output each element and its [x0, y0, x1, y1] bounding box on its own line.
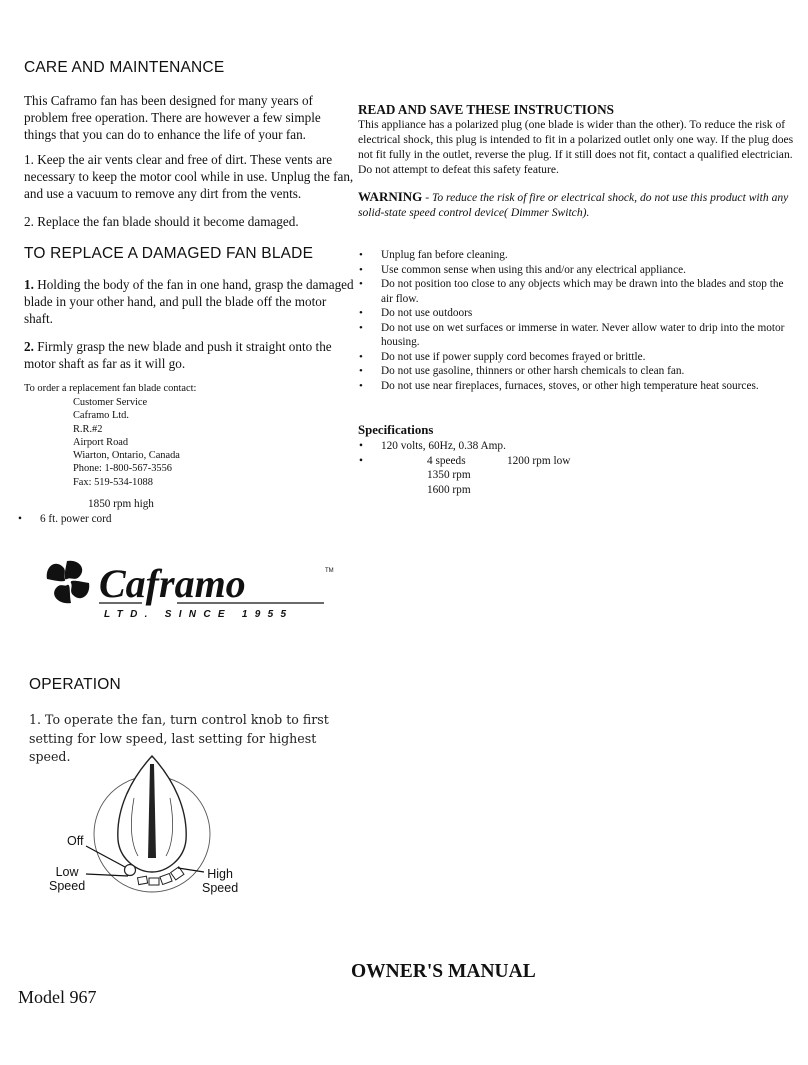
- knob-label-off: Off: [67, 834, 84, 848]
- address-line: Caframo Ltd.: [73, 410, 129, 422]
- address-line: Customer Service: [73, 397, 148, 408]
- logo-wordmark: Caframo: [99, 561, 246, 606]
- care-step-1: 1. Keep the air vents clear and free of dirt. These vents are necessary to keep the motor cool while in use. Unplug the fan, and use a vacuum to remove any dirt from the vents.: [24, 152, 354, 201]
- address-line: Wiarton, Ontario, Canada: [73, 450, 180, 462]
- address-line: R.R.#2: [73, 423, 103, 435]
- spec-rpm-3: 1600 rpm: [427, 483, 471, 496]
- spec-rpm-high: 1850 rpm high: [88, 498, 154, 510]
- caframo-logo: [42, 556, 342, 620]
- contact-address: [73, 396, 273, 488]
- operation-text: 1. To operate the fan, turn control knob to first setting for low speed, last setting for highest speed.: [29, 712, 329, 764]
- model-number: Model 967: [18, 987, 97, 1007]
- knob-label-high-speed: High Speed: [202, 867, 239, 895]
- spec-electrical: 120 volts, 60Hz, 0.38 Amp.: [381, 440, 506, 452]
- bullet-icon: •: [359, 454, 363, 467]
- list-item: • Do not use outdoors: [358, 306, 794, 321]
- list-item: • Do not use gasoline, thinners or other harsh chemicals to clean fan.: [358, 364, 794, 379]
- list-item: • Use common sense when using this and/or any electrical appliance.: [358, 263, 794, 278]
- replace-step-1: [24, 276, 356, 327]
- warning-block: [358, 189, 794, 220]
- caframo-logo-graphic: [42, 556, 342, 620]
- bullet-icon: •: [359, 440, 363, 452]
- care-heading: CARE AND MAINTENANCE: [24, 59, 225, 76]
- replace-step-2-number: 2.: [24, 339, 34, 354]
- address-line: Phone: 1-800-567-3556: [73, 463, 172, 475]
- knob-label-low-speed: Low Speed: [49, 865, 86, 893]
- replace-heading: TO REPLACE A DAMAGED FAN BLADE: [24, 245, 314, 262]
- operation-heading: OPERATION: [29, 676, 121, 693]
- spec-rpm-low: 1200 rpm low: [507, 454, 571, 467]
- list-item: • Do not position too close to any objects which may be drawn into the blades and stop the air flow.: [358, 277, 794, 306]
- owners-manual-title: OWNER'S MANUAL: [351, 961, 536, 982]
- spec-rpm-2: 1350 rpm: [427, 469, 471, 481]
- warning-label: WARNING: [358, 189, 423, 204]
- list-item: • Unplug fan before cleaning.: [358, 248, 794, 263]
- care-intro: This Caframo fan has been designed for many years of problem free operation. There are however a few simple things that you can do to enhance the life of your fan.: [24, 93, 321, 142]
- warning-text: - To reduce the risk of fire or electrical shock, do not use this product with any solid-state speed control device( Dimmer Switch).: [358, 191, 789, 219]
- specs-block: [358, 439, 658, 497]
- address-line: Airport Road: [73, 436, 129, 448]
- care-step-2: 2. Replace the fan blade should it become damaged.: [24, 214, 299, 229]
- replace-step-1-number: 1.: [24, 277, 34, 292]
- order-label: To order a replacement fan blade contact:: [24, 383, 197, 394]
- bullet-icon: •: [18, 513, 22, 525]
- list-item: • Do not use near fireplaces, furnaces, stoves, or other high temperature heat sources.: [358, 379, 794, 394]
- replace-step-2-text: Firmly grasp the new blade and push it straight onto the motor shaft as far as it will go.: [24, 339, 332, 371]
- address-line: Fax: 519-534-1088: [73, 476, 153, 488]
- list-item: • Do not use on wet surfaces or immerse in water. Never allow water to drip into the motor housing.: [358, 321, 794, 350]
- spec-power-cord-text: 6 ft. power cord: [40, 513, 112, 525]
- replace-step-2: [24, 338, 356, 372]
- spec-speeds: 4 speeds: [427, 454, 466, 467]
- logo-tm: TM: [325, 568, 334, 574]
- read-heading: READ AND SAVE THESE INSTRUCTIONS: [358, 102, 615, 117]
- replace-step-1-text: Holding the body of the fan in one hand, grasp the damaged blade in your other hand, and pull the blade off the motor shaft.: [24, 277, 354, 326]
- fan-emblem-icon: [47, 561, 90, 604]
- read-text: This appliance has a polarized plug (one blade is wider than the other). To reduce the risk of electrical shock, this plug is intended to fit in a polarized outlet only one way. If the plug does not fit fully in the outlet, reverse the plug. If it still does not fit, contact a qualified electrician. Do not attempt to defeat this safety feature.: [358, 118, 794, 176]
- logo-tagline: LTD. SINCE 1955: [104, 609, 294, 620]
- list-item: • Do not use if power supply cord becomes frayed or brittle.: [358, 350, 794, 365]
- specs-heading: Specifications: [358, 423, 434, 437]
- safety-list: [358, 248, 794, 393]
